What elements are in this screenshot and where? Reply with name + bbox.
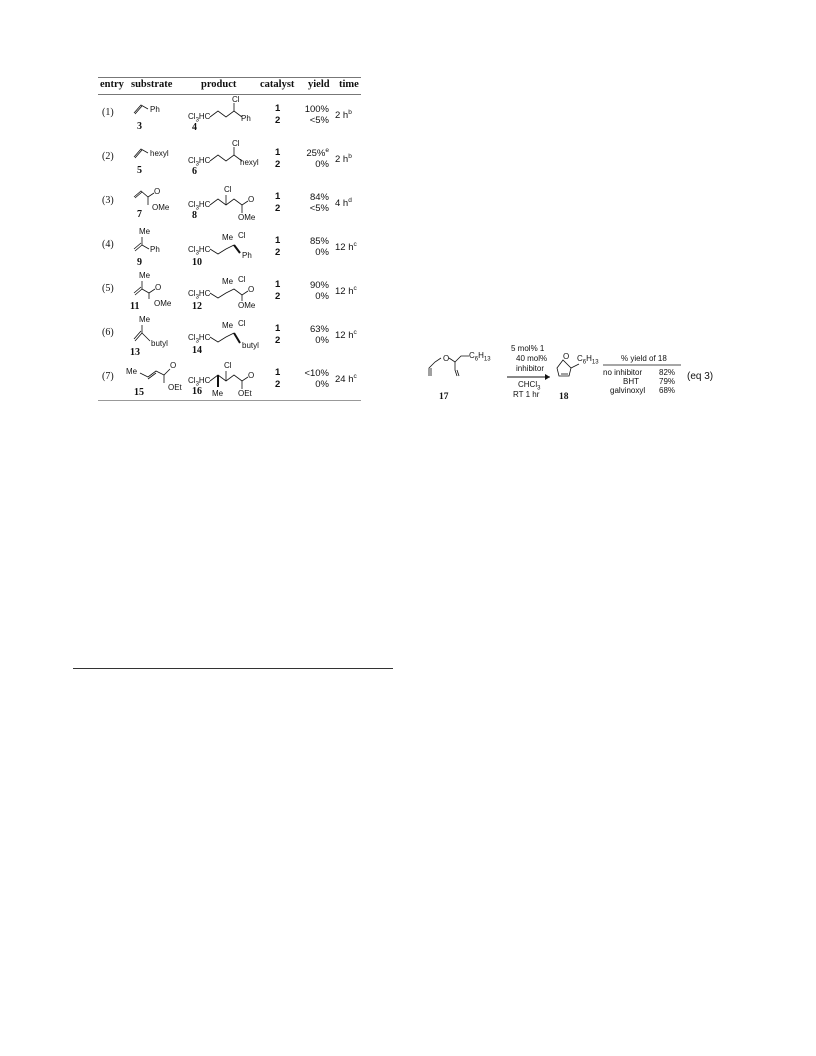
condition-inhibitor: inhibitor [516,364,545,373]
header-catalyst: catalyst [260,79,295,90]
product-structure: $Cl_3HC$ Me Cl butyl 14 [188,319,259,356]
table-row: (4) Me Ph 9 $Cl_3HC$ Me Cl Ph 10 1 2 85% 0% 12 $h^c$ [98,227,361,271]
header-substrate: substrate [131,79,173,90]
table-row: (7) Me O OEt 15 $Cl_3HC$ Cl O Me OEt 16 1 2 <10% 0% 24 $h^c$ [98,359,361,403]
substrate-structure: Me Ph 9 [134,227,184,271]
footnote-rule [73,668,393,669]
substrate-structure: Me O OEt 15 [126,361,182,398]
substrate-structure: Ph 3 [134,97,184,137]
table-row: (6) Me butyl 13 $Cl_3HC$ Me Cl butyl 14 1 2 63% 0% 12 $h^c$ [102,315,357,358]
result-inhibitor: no inhibitor [603,368,643,377]
header-time: time [339,79,359,90]
reactant-number: 17 [439,392,449,402]
table-row: (3) O OMe 7 $Cl_3HC$ Cl O OMe 8 1 2 84% <5% 4 $h^d$ [98,183,361,227]
entry-label: (7) [102,371,114,382]
table-header [98,77,361,95]
product-structure: $Cl_3HC$ Cl O Me OEt 16 [188,361,255,398]
entry-label: (4) [102,239,114,250]
entry-label: (1) [102,107,114,118]
entry-label: (6) [102,327,114,338]
results-title: % yield of 18 [621,354,667,363]
substrate-structure: Me butyl 13 [130,315,168,358]
header-product: product [201,79,237,90]
table-row: (5) Me O OMe 11 $Cl_3HC$ Me Cl O OMe 12 1 2 90% 0% 12 $h^c$ [98,271,361,315]
header-yield: yield [308,79,330,90]
result-inhibitor: BHT [623,377,639,386]
product-structure: $Cl_3HC$ Me Cl Ph 10 [188,231,252,268]
entry-label: (2) [102,151,114,162]
product-oxygen: O [563,352,570,361]
condition-solvent: CHCl$_3$ [518,380,541,392]
table-row: (2) hexyl 5 $Cl_3HC$ Cl hexyl 6 1 2 25%$^e$ 0% 2 $h^b$ [98,139,361,183]
product-number: 18 [559,392,569,402]
condition-inhibitor-amount: 40 mol% [516,354,548,363]
entry-label: (3) [102,195,114,206]
reaction-table [98,77,361,402]
reactant-substituent: $C_6H_{13}$ [469,351,491,363]
condition-catalyst: 5 mol% 1 [511,344,545,353]
substrate-structure: O OMe 7 [134,183,184,227]
equation-label: (eq 3) [687,371,714,382]
header-entry: entry [100,79,124,90]
product-structure: $Cl_3HC$ Cl O OMe 8 [188,185,256,222]
product-structure: $Cl_3HC$ Cl hexyl 6 [188,139,259,177]
substrate-structure: hexyl 5 [134,141,184,181]
table-row: (1) Ph 3 $Cl_3HC$ Cl Ph 4 1 2 100% <5% 2 $h^b$ [98,95,361,139]
entry-label: (5) [102,283,114,294]
reaction-scheme [425,340,725,410]
condition-temp-time: RT 1 hr [513,390,540,399]
reactant-oxygen: O [443,354,450,363]
substrate-structure: Me O OMe 11 [130,271,172,312]
product-substituent: $C_6H_{13}$ [577,354,599,366]
result-yield: 68% [659,386,676,395]
product-structure: $Cl_3HC$ Me Cl O OMe 12 [188,275,256,312]
table-bottom-rule [98,400,361,401]
product-structure: $Cl_3HC$ Cl Ph 4 [188,95,251,133]
result-inhibitor: galvinoxyl [610,386,646,395]
result-yield: 79% [659,377,676,386]
result-yield: 82% [659,368,676,377]
